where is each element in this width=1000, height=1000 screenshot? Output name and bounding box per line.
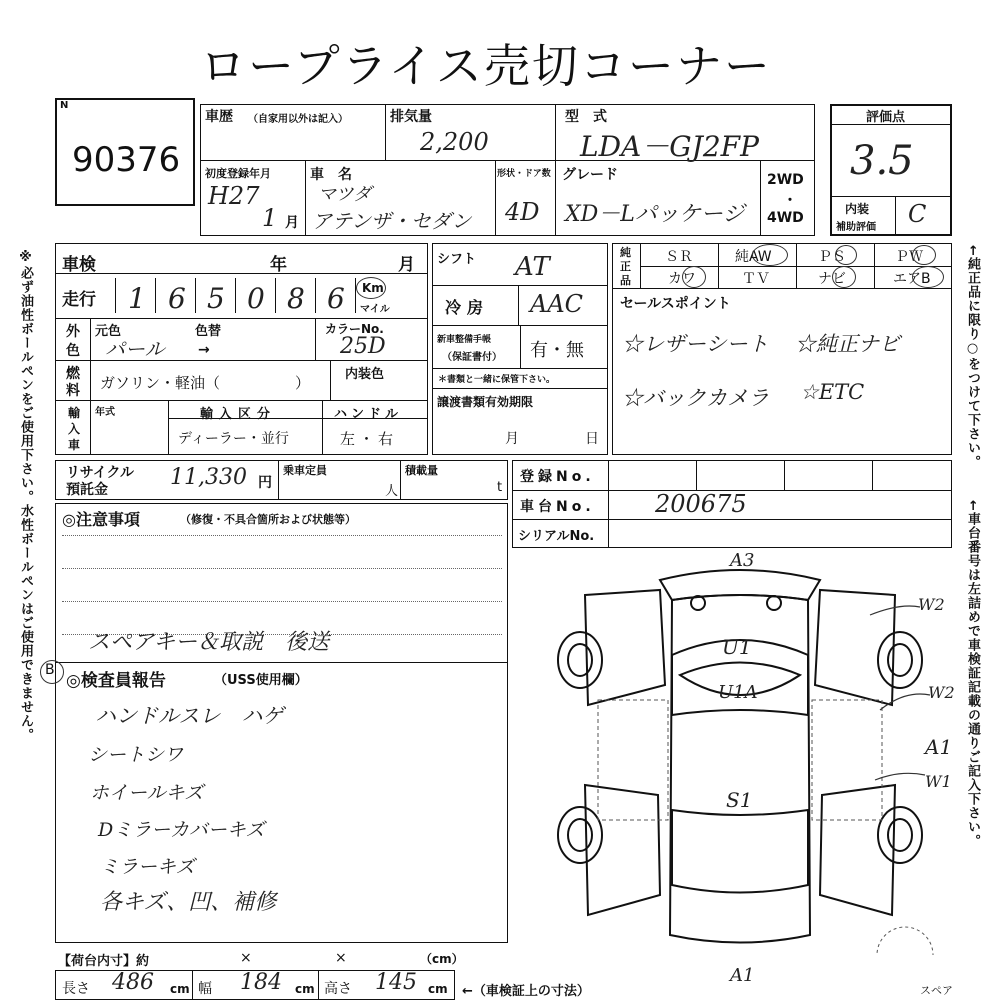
ac-label: 冷房	[445, 298, 490, 317]
handle-label: ハンドル	[334, 407, 403, 422]
doors-value: 4D	[505, 198, 540, 226]
inspector-label: ◎検査員報告	[66, 671, 166, 691]
car-maker: マツダ	[318, 184, 372, 205]
mileage-unit-mile: マイル	[360, 304, 390, 315]
first-reg-month-unit: 月	[285, 215, 299, 231]
displacement-value: 2,200	[420, 128, 489, 156]
displacement-label: 排気量	[390, 109, 432, 125]
dimensions-note: ←（車検証上の寸法）	[462, 984, 590, 999]
import-category-label: 輸入区分	[200, 407, 277, 422]
first-reg-month: 1	[262, 204, 278, 232]
equip-navi: ナビ	[818, 271, 846, 287]
inspector-mark: B	[45, 662, 55, 678]
drive-dot: ・	[783, 193, 797, 209]
mileage-digit-6: 6	[327, 282, 345, 315]
inspector-line-5: ミラーキズ	[100, 856, 195, 878]
inspector-line-3: ホイールキズ	[90, 782, 204, 804]
diagram-front-pillar-mark: U1	[722, 635, 752, 659]
model-type-value: LDA－GJ2FP	[580, 130, 759, 163]
drive-4wd: 4WD	[767, 210, 804, 226]
warranty-label: 新車整備手帳	[437, 335, 492, 345]
interior-color-label: 内装色	[345, 367, 385, 382]
inspection-label: 車検	[62, 255, 96, 275]
equip-leather-circle	[682, 266, 706, 288]
diagram-right-a1: A1	[925, 735, 953, 759]
diagram-roof-mark: S1	[726, 788, 753, 812]
equip-ps: ＰＳ	[818, 249, 846, 265]
color-arrow: →	[198, 342, 210, 358]
model-type-label: 型 式	[565, 109, 607, 125]
dimensions-x1: ×	[240, 950, 252, 966]
diagram-right-w2a: W2	[918, 595, 945, 614]
equip-ps-circle	[835, 245, 857, 265]
inspector-line-6: 各キズ、凹、補修	[100, 890, 277, 915]
equip-airbag: エアB	[893, 271, 931, 287]
width-unit: cm	[295, 982, 315, 996]
color-value: パール	[105, 337, 165, 361]
capacity-label: 乗車定員	[283, 464, 327, 477]
transfer-label: 譲渡書類有効期限	[437, 395, 534, 409]
headlights	[691, 596, 781, 610]
diagram-right-w2b: W2	[928, 683, 955, 702]
sales-point-1: ☆レザーシート	[622, 332, 769, 356]
equip-tv: ＴＶ	[742, 271, 770, 287]
mileage-digit-3: 5	[207, 282, 225, 315]
fuel-value: ガソリン・軽油（ ）	[100, 374, 311, 392]
equip-aw: 純AW	[735, 249, 772, 265]
change-color-label: 色替	[195, 324, 222, 339]
equip-navi-circle	[832, 266, 856, 288]
import-label-2: 入	[68, 422, 81, 436]
color-code: 25D	[340, 334, 386, 359]
equip-pw: ＰＷ	[895, 249, 923, 265]
lot-number: 90376	[72, 140, 181, 180]
interior-label2: 補助評価	[836, 222, 876, 233]
import-year-label: 年式	[95, 407, 115, 418]
diagram-spare-label: スペア	[920, 984, 953, 997]
registration-label: 登録No.	[520, 469, 595, 485]
inspector-line-2: シートシワ	[88, 744, 184, 766]
equip-leather: カワ	[668, 271, 696, 287]
mileage-unit-km: Km	[362, 281, 384, 295]
interior-label: 内装	[845, 202, 870, 216]
drive-2wd: 2WD	[767, 172, 804, 188]
transfer-month-unit: 月	[505, 431, 519, 447]
first-reg-year: H27	[208, 182, 260, 210]
inspection-month-unit: 月	[398, 255, 415, 275]
mileage-digit-1: 1	[128, 282, 146, 315]
history-note: （自家用以外は記入）	[248, 114, 348, 125]
orig-color-label: 元色	[95, 324, 122, 339]
diagram-rear-mark: A1	[730, 965, 755, 986]
sales-point-2: ☆純正ナビ	[795, 332, 900, 356]
spare-tire	[877, 927, 933, 955]
sales-points-label: セールスポイント	[620, 296, 731, 312]
color-code-label: カラーNo.	[325, 322, 384, 336]
lot-label: N	[60, 100, 69, 111]
inspection-year-unit: 年	[270, 255, 287, 275]
width-label: 幅	[198, 981, 212, 997]
mileage-digit-2: 6	[168, 282, 186, 315]
equip-airbag-circle	[912, 266, 944, 288]
handle-value: 左・右	[340, 430, 398, 448]
history-label: 車歴	[205, 109, 233, 125]
equip-aw-circle	[752, 244, 788, 266]
load-unit: t	[497, 480, 503, 495]
car-name-label: 車 名	[310, 167, 352, 183]
fuel-label-2: 料	[66, 383, 80, 399]
load-label: 積載量	[405, 464, 438, 477]
ac-value: AAC	[530, 290, 584, 318]
diagram-front-mark: A3	[730, 550, 755, 571]
car-model: アテンザ・セダン	[312, 209, 472, 233]
notes-line-1: スペアキー＆取説 後送	[88, 630, 330, 655]
height-label: 高さ	[324, 981, 352, 997]
shift-value: AT	[515, 252, 550, 282]
recycle-unit: 円	[258, 475, 272, 491]
page-title: ロープライス売切コーナー	[200, 39, 772, 93]
interior-value: C	[908, 200, 927, 228]
length-label: 長さ	[62, 981, 90, 997]
shift-label: シフト	[437, 252, 477, 267]
warranty-value: 有・無	[530, 340, 584, 361]
chassis-value: 200675	[655, 490, 747, 518]
width-value: 184	[240, 970, 282, 995]
sales-point-3: ☆バックカメラ	[622, 386, 769, 410]
inspector-sub: （USS使用欄）	[214, 673, 308, 688]
equip-sr: ＳＲ	[665, 249, 693, 265]
dimensions-unit: （cm）	[420, 952, 464, 966]
notes-label: ◎注意事項	[62, 510, 140, 529]
inspector-line-4: Dミラーカバーキズ	[98, 819, 265, 841]
score-label: 評価点	[866, 110, 906, 125]
equipment-label-3: 品	[620, 274, 631, 287]
height-unit: cm	[428, 982, 448, 996]
grade-label: グレード	[562, 167, 618, 183]
diagram-leader-lines	[860, 595, 940, 795]
warranty-note: ＊書類と一緒に保管下さい。	[438, 375, 556, 385]
dimensions-x2: ×	[335, 950, 347, 966]
warranty-label-2: （保証書付）	[442, 352, 502, 363]
equipment-label-2: 正	[620, 260, 631, 273]
mileage-digit-4: 0	[247, 282, 265, 315]
diagram-windshield-mark: U1A	[718, 682, 758, 703]
import-label-1: 輸	[68, 406, 81, 420]
inspector-line-1: ハンドルスレ ハゲ	[95, 704, 284, 728]
height-value: 145	[375, 970, 417, 995]
mileage-unit-circle	[356, 277, 386, 299]
mileage-label: 走行	[62, 290, 96, 310]
mileage-digit-5: 8	[287, 282, 305, 315]
import-category-value: ディーラー・並行	[178, 431, 289, 447]
recycle-value: 11,330	[170, 465, 247, 490]
equip-pw-circle	[912, 245, 936, 265]
car-outline	[585, 570, 895, 943]
diagram-right-w1: W1	[925, 772, 952, 791]
fuel-label-1: 燃	[66, 366, 80, 382]
sales-point-4: ☆ETC	[800, 380, 865, 404]
outer-color-label-2: 色	[66, 343, 80, 359]
side-note-right-bottom: ←車台番号は左詰めで車検証記載の通りご記入下さい。	[965, 500, 980, 848]
outer-color-label-1: 外	[66, 324, 80, 340]
score-value: 3.5	[850, 138, 914, 184]
equipment-label-1: 純	[620, 246, 631, 259]
doors-label: 形状・ドア数	[497, 169, 551, 179]
recycle-label-1: リサイクル	[66, 465, 135, 481]
recycle-label-2: 預託金	[66, 482, 108, 498]
chassis-label: 車台No.	[520, 499, 595, 515]
dimensions-label: 【荷台内寸】約	[58, 954, 150, 969]
capacity-unit: 人	[385, 484, 399, 499]
side-note-left: ※必ず油性ボールペンをご使用下さい。水性ボールペンはご使用できません。	[18, 250, 33, 742]
transfer-day-unit: 日	[585, 431, 599, 447]
notes-sub: （修復・不具合箇所および状態等）	[180, 513, 356, 526]
length-value: 486	[112, 970, 154, 995]
import-label-3: 車	[68, 438, 81, 452]
first-reg-label: 初度登録年月	[205, 167, 271, 180]
grade-value: XD－Lパッケージ	[565, 202, 745, 227]
serial-label: シリアルNo.	[518, 529, 595, 544]
length-unit: cm	[170, 982, 190, 996]
side-note-right-top: ←純正品に限り○をつけて下さい。	[965, 245, 980, 469]
